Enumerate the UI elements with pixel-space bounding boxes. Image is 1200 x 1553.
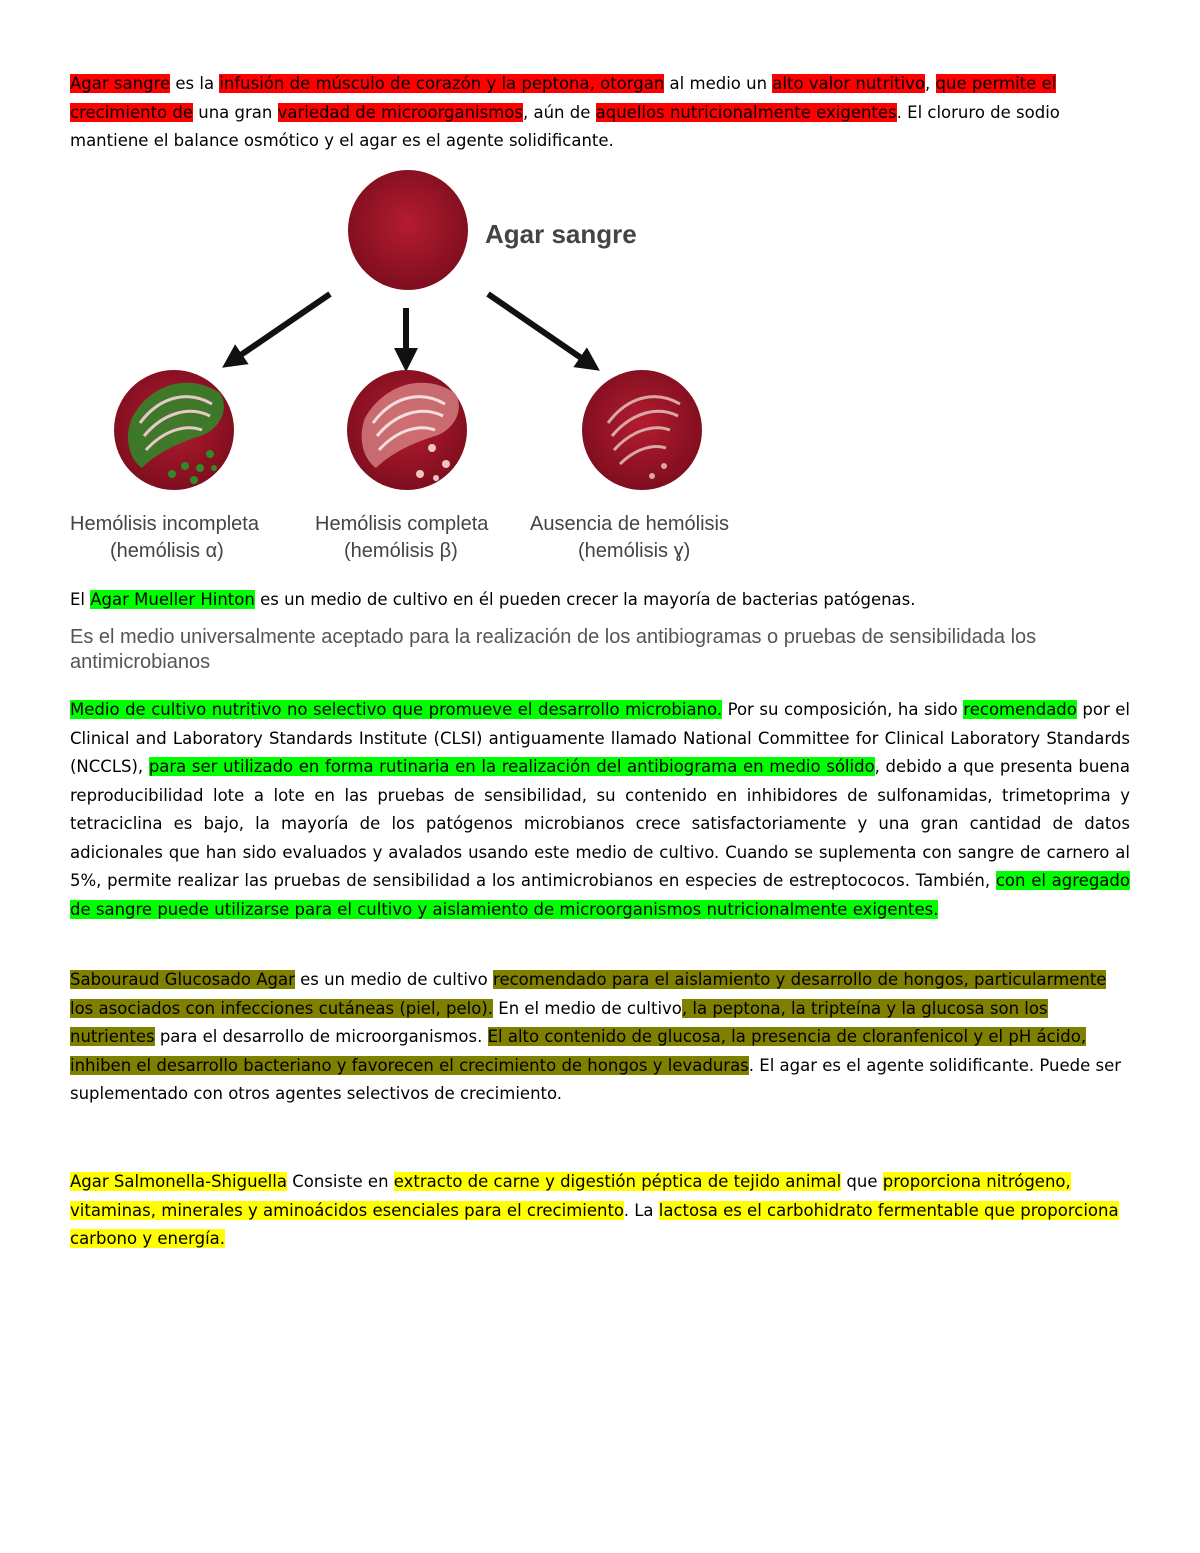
figure-title: Agar sangre: [485, 219, 637, 249]
highlight-red: aquellos nutricionalmente exigentes: [595, 102, 897, 122]
highlight-red: alto valor nutritivo: [772, 74, 926, 93]
highlight-olive: , la peptona, la tripteína y la glucosa son los nutrientes: [70, 998, 1048, 1046]
paragraph-salmonella-shiguella: [70, 1168, 1130, 1254]
text-run: por el Clinical and Laboratory Standards Institute (CLSI) antiguamente llamado National Committee for Clinical Laboratory Standards (NCCLS),: [70, 700, 1131, 776]
text-run: que: [841, 1172, 883, 1191]
highlight-green: con el agregado de sangre puede utilizarse para el cultivo y aislamiento de microorganismos nutricionalmente exigentes.: [70, 871, 1130, 919]
highlight-green: Medio de cultivo nutritivo no selectivo que promueve el desarrollo microbiano.: [70, 700, 723, 719]
text-run: al medio un: [664, 74, 773, 93]
text-run: para el desarrollo de microorganismos.: [154, 1027, 488, 1046]
highlight-yellow: lactosa es el carbohidrato fermentable que proporciona carbono y energía.: [70, 1200, 1119, 1248]
paragraph-mueller-hinton-detail: [70, 696, 1130, 924]
paragraph-antibiogram-note: [70, 625, 1130, 675]
text-run: , aún de: [523, 102, 596, 122]
text-run: Por su composición, ha sido: [722, 700, 964, 719]
caption-alpha-line1: Hemólisis incompleta: [70, 513, 259, 535]
beta-hemolysis-plate: [347, 370, 467, 490]
highlight-red: Agar sangre: [70, 74, 171, 93]
alpha-hemolysis-plate: [114, 370, 234, 490]
caption-beta-line1: Hemólisis completa: [315, 513, 489, 535]
paragraph-sabouraud: [70, 966, 1130, 1109]
caption-gamma-line2: (hemólisis ɣ): [578, 540, 691, 562]
highlight-yellow: Agar Salmonella-Shiguella: [70, 1172, 287, 1191]
arrow-left: [232, 294, 330, 361]
text-run: . La: [623, 1200, 659, 1220]
highlight-green: Agar Mueller Hinton: [90, 590, 255, 609]
caption-gamma-line1: Ausencia de hemólisis: [530, 513, 729, 535]
highlight-green: para ser utilizado en forma rutinaria en la realización del antibiograma en medio sólido: [148, 757, 875, 776]
hemolysis-diagram: [60, 168, 760, 573]
text-run: Consiste en: [286, 1172, 394, 1191]
highlight-red: que permite el crecimiento de: [70, 74, 1057, 122]
text-run: una gran: [193, 102, 278, 122]
caption-beta-line2: (hemólisis β): [344, 540, 458, 562]
highlight-olive: El alto contenido de glucosa, la presencia de cloranfenicol y el pH ácido, inhiben el desarrollo bacteriano y favorecen el crecimiento de hongos y levaduras: [70, 1027, 1087, 1075]
highlight-red: infusión de músculo de corazón y la peptona, otorgan: [219, 74, 665, 93]
hemolysis-figure: [60, 168, 760, 573]
text-run: . El agar es el agente solidificante. Puede ser suplementado con otros agentes selectivos de crecimiento.: [70, 1055, 1122, 1103]
paragraph-mueller-hinton-intro: [70, 586, 1130, 615]
highlight-olive: Sabouraud Glucosado Agar: [70, 970, 295, 989]
arrow-right: [488, 294, 590, 364]
text-run: es un medio de cultivo: [294, 970, 494, 989]
text-run: En el medio de cultivo: [493, 998, 682, 1018]
gamma-hemolysis-plate: [582, 370, 702, 490]
blood-agar-plate: [348, 170, 468, 290]
text-run: es la: [170, 74, 220, 93]
text-run: es un medio de cultivo en él pueden crecer la mayoría de bacterias patógenas.: [254, 590, 916, 609]
text-run: El: [70, 590, 91, 609]
highlight-yellow: extracto de carne y digestión péptica de tejido animal: [393, 1172, 842, 1191]
text-run: ,: [925, 74, 936, 93]
highlight-green: recomendado: [963, 700, 1077, 719]
text-run: , debido a que presenta buena reproducibilidad lote a lote en las pruebas de sensibilidad, su contenido en inhibidores de sulfonamidas, trimetoprima y tetraciclina es bajo, la mayoría de los patógenos microbianos crece satisfactoriamente y una gran cantidad de datos adicionales que han sido evaluados y avalados usando este medio de cultivo. Cuando se suplementa con sangre de carnero al 5%, permite realizar las pruebas de sensibilidad a los antimicrobianos en especies de estreptococos. También,: [70, 757, 1130, 890]
highlight-red: variedad de microorganismos: [277, 102, 523, 122]
highlight-yellow: proporciona nitrógeno, vitaminas, minerales y aminoácidos esenciales para el crecimiento: [70, 1172, 1071, 1220]
text-run: Es el medio universalmente aceptado para la realización de los antibiogramas o pruebas de sensibilidada los antimicrobianos: [70, 626, 1037, 673]
text-run: . El cloruro de sodio mantiene el balance osmótico y el agar es el agente solidificante.: [70, 102, 1060, 150]
paragraph-agar-sangre: [70, 70, 1130, 156]
highlight-olive: recomendado para el aislamiento y desarrollo de hongos, particularmente los asociados con infecciones cutáneas (piel, pelo).: [70, 970, 1107, 1018]
caption-alpha-line2: (hemólisis α): [110, 540, 224, 562]
